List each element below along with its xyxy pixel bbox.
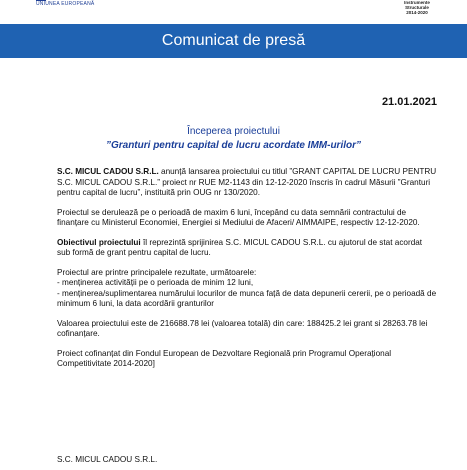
announcement-text: anunță lansarea proiectului cu titlul ”GRANT CAPITAL DE LUCRU PENTRU S.C. MICUL CADOU S.R.L.” proiect nr RUE M2-1143 din 12-12-2020 înscris în cadrul Măsurii ”Granturi pentru capital de lucru”, instituită prin OUG nr 130/2020. — [57, 167, 437, 197]
paragraph-objective — [57, 238, 437, 259]
document-date: 21.01.2021 — [381, 96, 437, 108]
title-banner — [0, 24, 467, 58]
results-item: - menținerea/suplimentarea numărului locurilor de munca față de data depunerii cererii, pe o perioadă de minimum 6 luni, la data acordării granturilor — [57, 288, 437, 308]
banner-title: Comunicat de presă — [161, 32, 306, 49]
document-body — [57, 167, 437, 379]
signature: S.C. MICUL CADOU S.R.L. — [57, 455, 158, 464]
right-logo-line1: Instrumente Structurale — [404, 0, 430, 10]
heading-line2: ”Granturi pentru capital de lucru acordate IMM-urilor” — [105, 140, 362, 151]
results-item: - menținerea activității pe o perioada de minim 12 luni, — [57, 278, 254, 287]
header-strip — [0, 0, 467, 18]
paragraph-value: Valoarea proiectului este de 216688.78 lei (valoarea totală) din care: 188425.2 lei grant si 28263.78 lei cofinanțare. — [57, 318, 428, 338]
results-intro: Proiectul are printre principalele rezultate, următoarele: — [57, 267, 257, 277]
eu-label: UNIUNEA EUROPEANĂ — [36, 1, 95, 7]
objective-text: îl reprezintă sprijinirea S.C. MICUL CADOU S.R.L. cu ajutorul de stat acordat sub formă de grant pentru capital de lucru. — [57, 237, 423, 257]
objective-label: Obiectivul proiectului — [57, 237, 141, 247]
paragraph-cofinancing: Proiect cofinanțat din Fondul European de Dezvoltare Regională prin Programul Operațional Competitivitate 2014-2020] — [57, 348, 392, 368]
paragraph-duration: Proiectul se derulează pe o perioadă de maxim 6 luni, începând cu data semnării contractului de finanțare cu Ministerul Economiei, Energiei si Mediului de Afaceri/ AIMMAIPE, respectiv 12-12-2020. — [57, 207, 420, 227]
structural-instruments-logo — [396, 0, 438, 15]
company-name: S.C. MICUL CADOU S.R.L. — [57, 167, 159, 176]
paragraph-announcement — [57, 167, 437, 199]
right-logo-line2: 2014-2020 — [406, 10, 428, 15]
heading-line1: Începerea proiectului — [187, 126, 280, 137]
